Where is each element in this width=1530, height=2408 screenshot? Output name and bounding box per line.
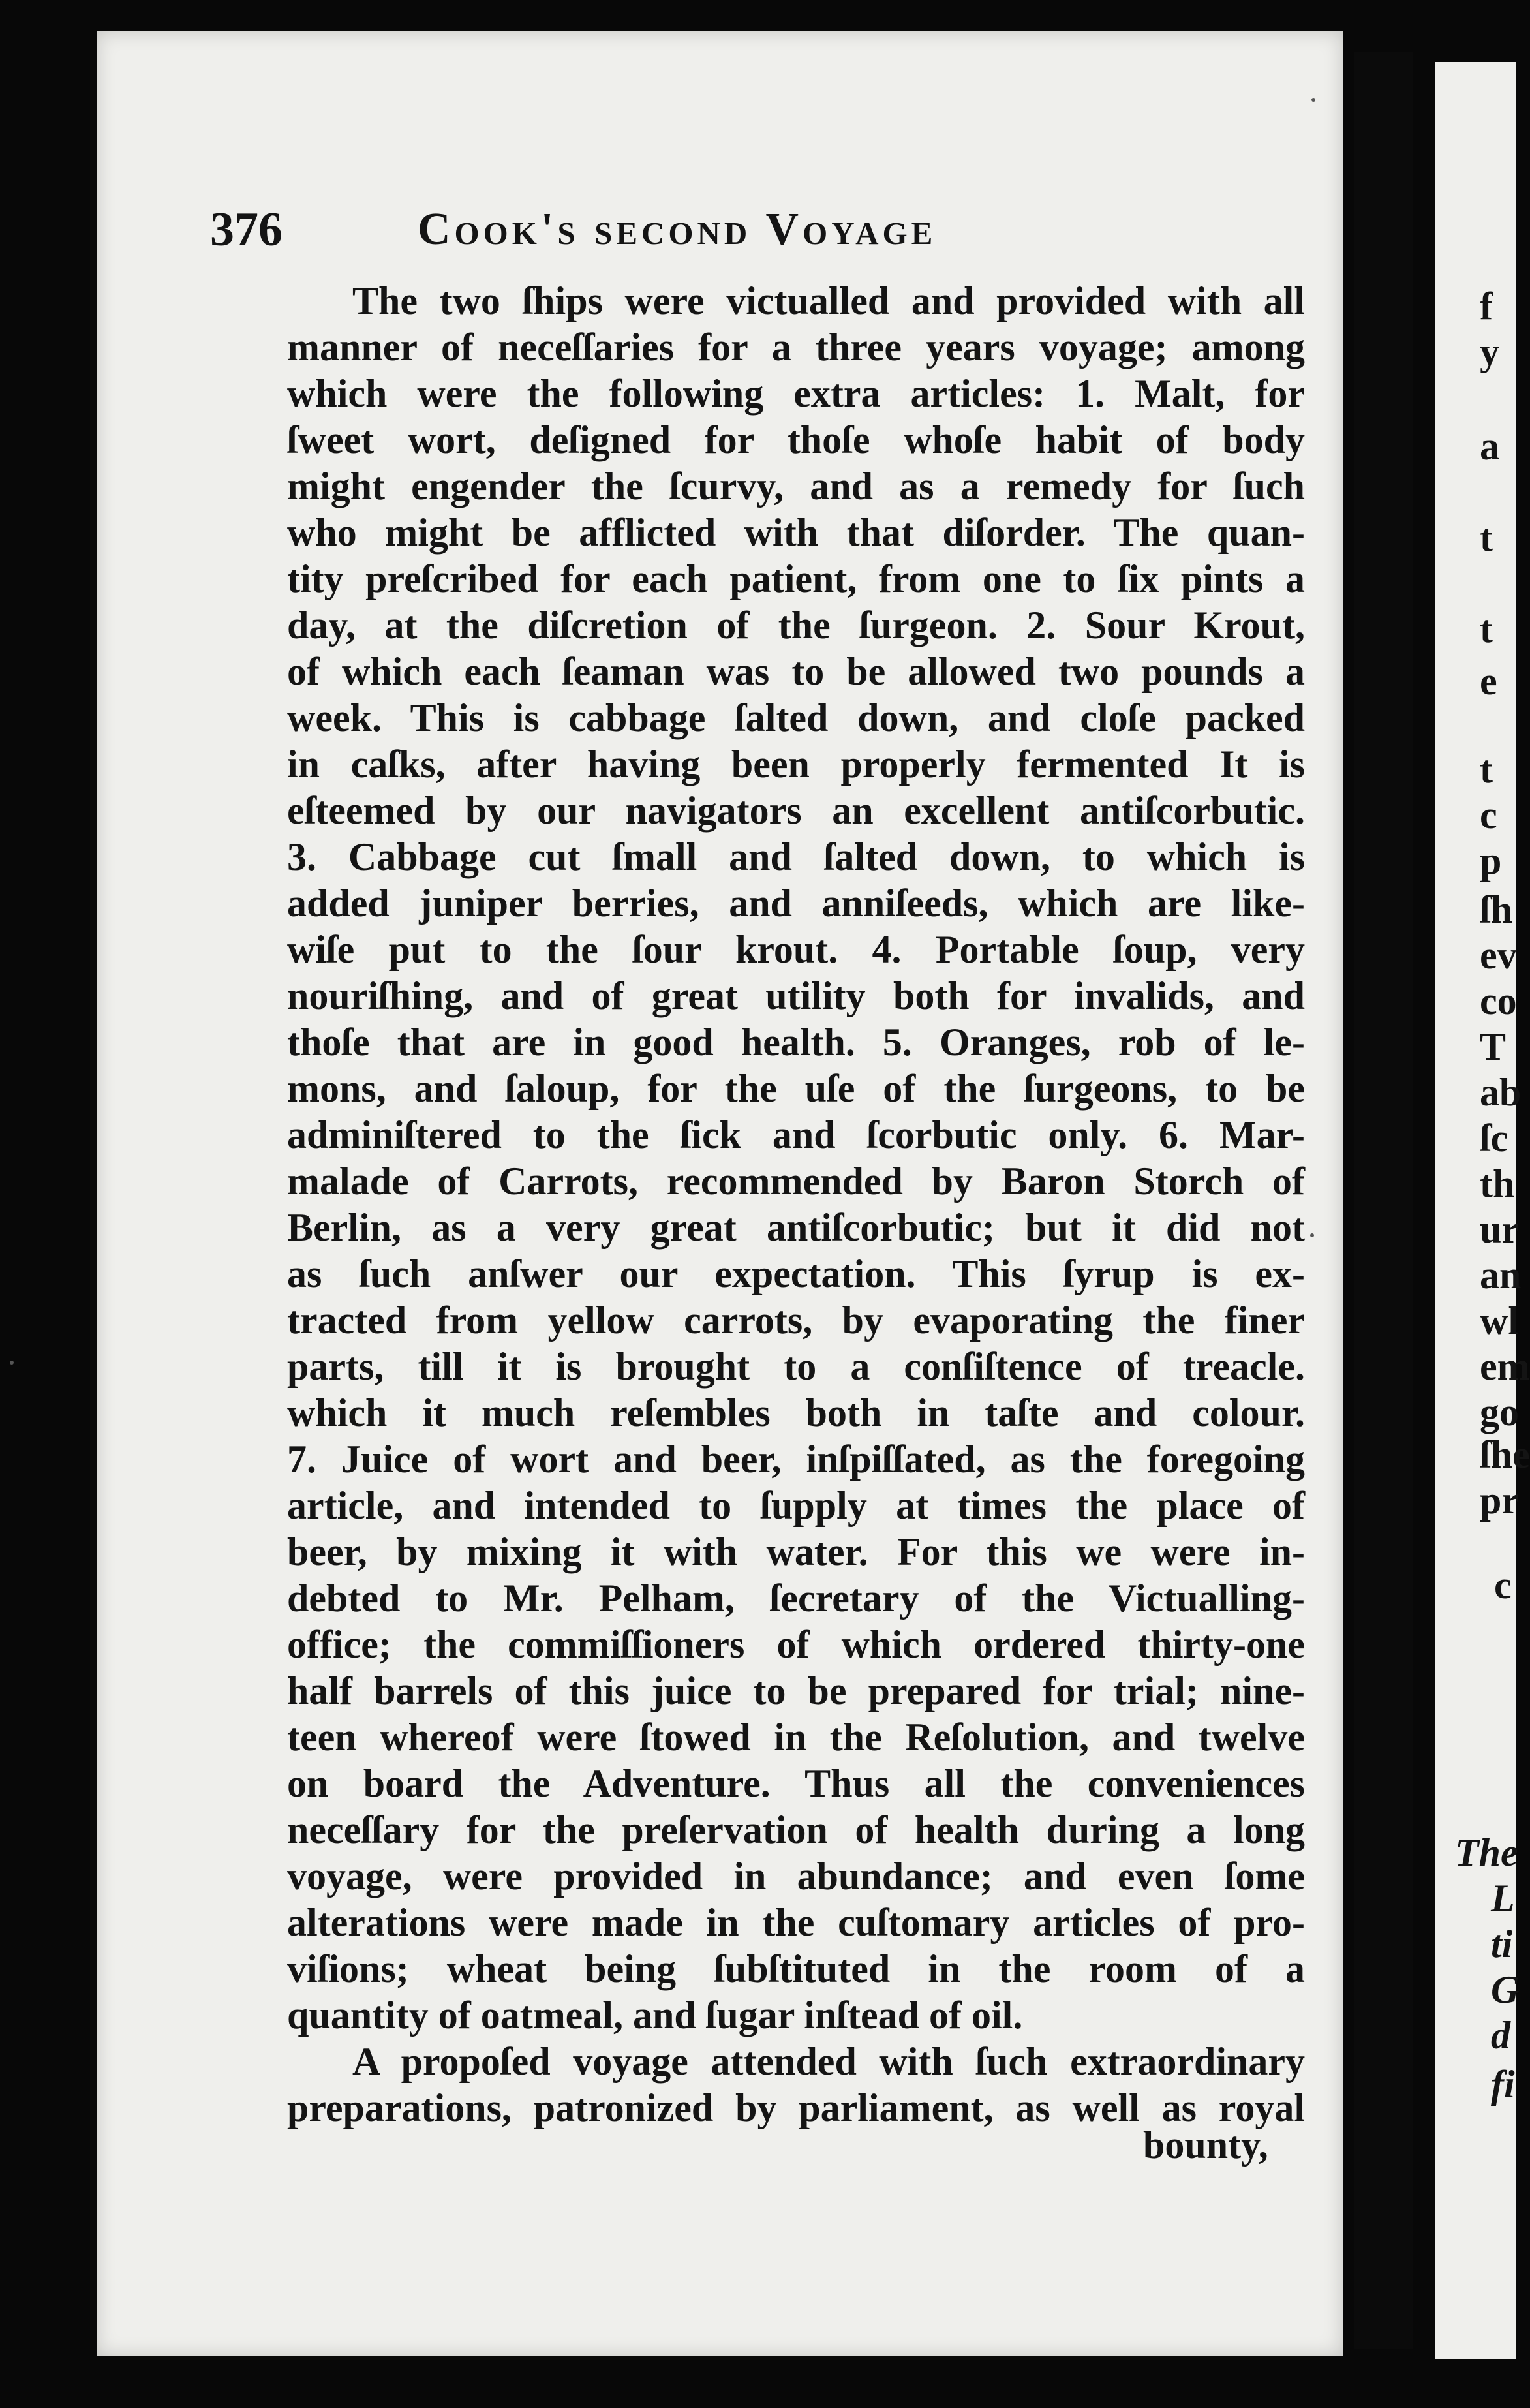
text-line: alterations were made in the cuſtomary articles of pro-	[287, 1901, 1305, 1944]
facing-fragment: ſhe	[1480, 1433, 1530, 1476]
facing-fragment: t	[1480, 748, 1493, 791]
text-line: quantity of oatmeal, and ſugar inſtead of oil.	[287, 1994, 1023, 2037]
text-line: half barrels of this juice to be prepared for trial; nine-	[287, 1669, 1305, 1712]
facing-fragment: t	[1480, 608, 1493, 651]
facing-fragment: go	[1480, 1391, 1519, 1434]
facing-fragment: p	[1480, 839, 1502, 882]
text-line: teen whereof were ſtowed in the Reſolution, and twelve	[287, 1716, 1305, 1759]
facing-fragment: L	[1491, 1877, 1515, 1920]
facing-fragment: an	[1480, 1254, 1522, 1297]
page-number: 376	[210, 203, 283, 256]
facing-fragment: c	[1480, 794, 1497, 837]
facing-fragment: co	[1480, 980, 1517, 1023]
facing-fragment: wl	[1480, 1299, 1519, 1342]
text-line: nouriſhing, and of great utility both for invalids, and	[287, 974, 1305, 1017]
running-title: Cook's second Voyage	[418, 204, 937, 255]
catchword: bounty,	[1143, 2123, 1268, 2167]
text-line: which it much reſembles both in taſte and colour.	[287, 1391, 1305, 1434]
text-line: wiſe put to the ſour krout. 4. Portable ſoup, very	[287, 928, 1305, 971]
text-line: thoſe that are in good health. 5. Oranges, rob of le-	[287, 1021, 1305, 1064]
scan-speck	[1310, 1233, 1314, 1237]
facing-fragment: ur	[1480, 1208, 1519, 1251]
text-line: parts, till it is brought to a conſiſtence of treacle.	[287, 1345, 1305, 1388]
facing-fragment: The	[1455, 1831, 1518, 1874]
text-line: article, and intended to ſupply at times the place of	[287, 1484, 1305, 1527]
text-line: 3. Cabbage cut ſmall and ſalted down, to which is	[287, 835, 1305, 878]
facing-fragment: ti	[1491, 1922, 1513, 1966]
text-line: preparations, patronized by parliament, as well as royal	[287, 2086, 1305, 2129]
text-line: on board the Adventure. Thus all the conveniences	[287, 1762, 1305, 1805]
text-line: might engender the ſcurvy, and as a remedy for ſuch	[287, 465, 1305, 508]
facing-fragment: G	[1491, 1968, 1520, 2011]
text-line: ſweet wort, deſigned for thoſe whoſe habit of body	[287, 418, 1305, 461]
facing-fragment: ev	[1480, 934, 1517, 977]
text-line: voyage, were provided in abundance; and even ſome	[287, 1855, 1305, 1898]
facing-fragment: c	[1494, 1564, 1512, 1607]
facing-fragment: ſc	[1480, 1117, 1508, 1160]
text-line: malade of Carrots, recommended by Baron Storch of	[287, 1160, 1305, 1203]
text-line: debted to Mr. Pelham, ſecretary of the Victualling-	[287, 1577, 1305, 1620]
text-line: 7. Juice of wort and beer, inſpiſſated, as the foregoing	[287, 1438, 1305, 1481]
scan-speck	[10, 1361, 14, 1365]
facing-fragment: th	[1480, 1162, 1515, 1205]
text-line: of which each ſeaman was to be allowed two pounds a	[287, 650, 1305, 693]
text-line: The two ſhips were victualled and provided with all	[352, 279, 1305, 322]
text-line: A propoſed voyage attended with ſuch extraordinary	[352, 2040, 1305, 2083]
text-line: mons, and ſaloup, for the uſe of the ſurgeons, to be	[287, 1067, 1305, 1110]
text-line: manner of neceſſaries for a three years voyage; among	[287, 326, 1305, 369]
text-line: Berlin, as a very great antiſcorbutic; but it did not	[287, 1206, 1305, 1249]
text-line: which were the following extra articles: 1. Malt, for	[287, 372, 1305, 415]
facing-fragment: fi	[1491, 2063, 1515, 2106]
facing-fragment: d	[1491, 2014, 1510, 2057]
text-line: beer, by mixing it with water. For this we were in-	[287, 1530, 1305, 1573]
facing-fragment: y	[1480, 330, 1499, 373]
text-line: office; the commiſſioners of which ordered thirty-one	[287, 1623, 1305, 1666]
facing-fragment: em	[1480, 1345, 1530, 1388]
text-line: added juniper berries, and anniſeeds, which are like-	[287, 882, 1305, 925]
facing-fragment: e	[1480, 660, 1497, 703]
text-line: viſions; wheat being ſubſtituted in the room of a	[287, 1947, 1305, 1990]
facing-fragment: a	[1480, 425, 1499, 468]
text-line: tracted from yellow carrots, by evaporating the finer	[287, 1299, 1305, 1342]
text-line: who might be afflicted with that diſorder. The quan-	[287, 511, 1305, 554]
text-line: tity preſcribed for each patient, from one to ſix pints a	[287, 557, 1305, 600]
facing-fragment: ſh	[1480, 888, 1513, 931]
text-line: as ſuch anſwer our expectation. This ſyrup is ex-	[287, 1252, 1305, 1295]
text-line: day, at the diſcretion of the ſurgeon. 2. Sour Krout,	[287, 604, 1305, 647]
text-line: eſteemed by our navigators an excellent antiſcorbutic.	[287, 789, 1305, 832]
text-line: adminiſtered to the ſick and ſcorbutic only. 6. Mar-	[287, 1113, 1305, 1156]
facing-fragment: t	[1480, 516, 1493, 559]
text-line: neceſſary for the preſervation of health during a long	[287, 1808, 1305, 1851]
text-line: in caſks, after having been properly fermented It is	[287, 743, 1305, 786]
text-line: week. This is cabbage ſalted down, and cloſe packed	[287, 696, 1305, 739]
facing-fragment: ab	[1480, 1071, 1522, 1114]
facing-fragment: f	[1480, 285, 1493, 328]
scan-speck	[1311, 98, 1315, 102]
facing-fragment: T	[1480, 1025, 1507, 1068]
facing-fragment: pr	[1480, 1479, 1519, 1522]
